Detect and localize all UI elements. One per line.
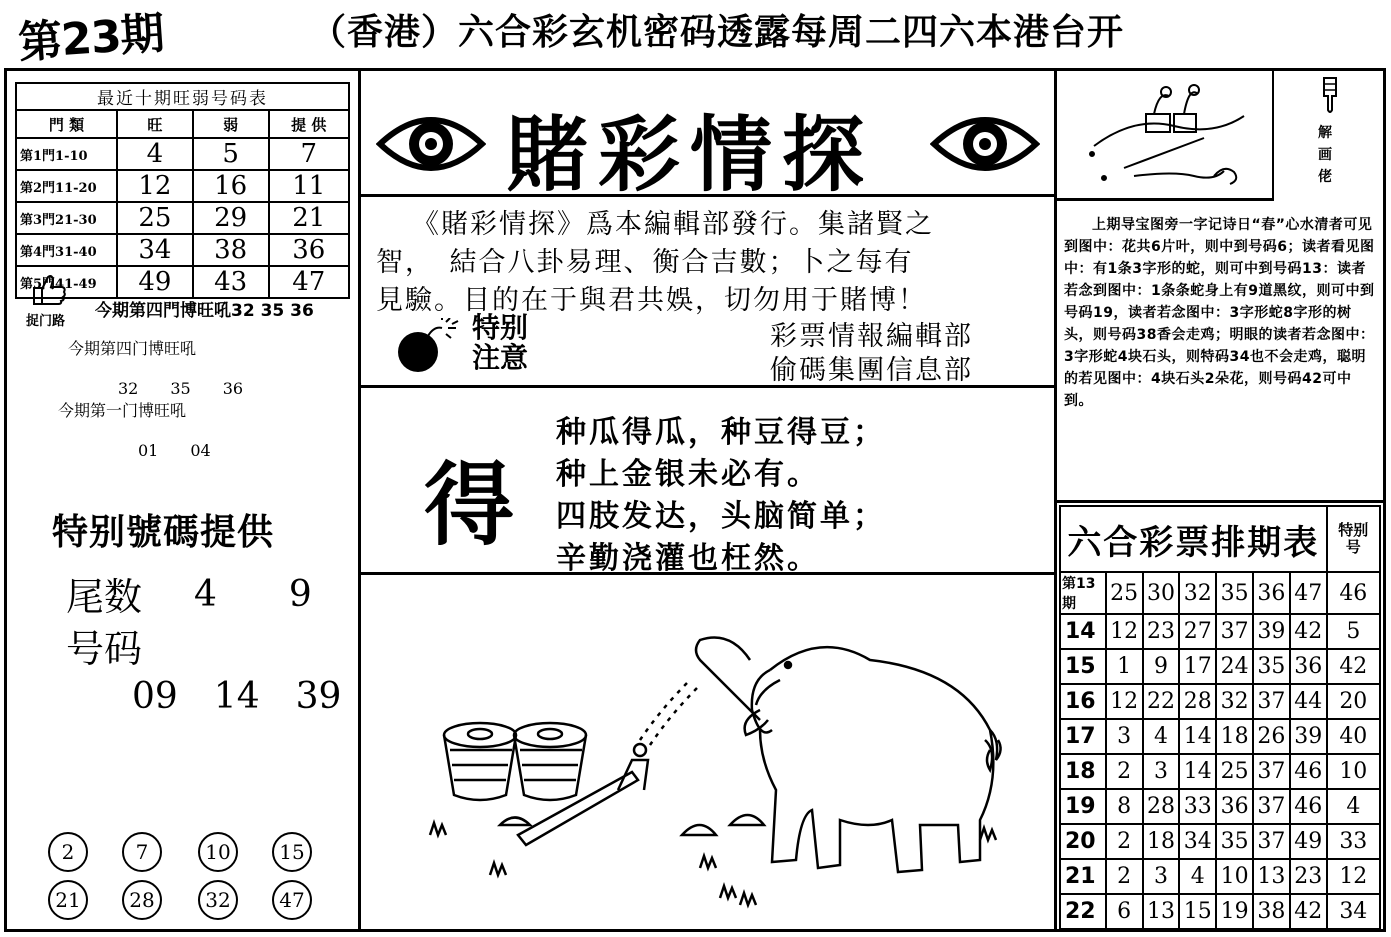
cell: 15 [1179,894,1216,929]
cell: 3 [1143,754,1180,789]
number-circle: 2 [48,832,88,872]
cell: 36 [1290,649,1327,684]
cell: 29 [193,202,269,234]
cell: 3 [1106,719,1143,754]
period: 第13期 [1060,572,1106,614]
cell: 18 [1216,719,1253,754]
table-row [1060,754,1380,789]
period: 21 [1060,859,1106,894]
cell: 42 [1290,614,1327,649]
table-row [1060,894,1380,929]
cell: 35 [1216,824,1253,859]
row-label: 第4門31-40 [16,234,117,266]
special-cell: 12 [1327,859,1380,894]
cell: 34 [117,234,193,266]
table-row [1060,789,1380,824]
cell: 8 [1106,789,1143,824]
cell: 7 [269,138,349,170]
row-label: 第3門21-30 [16,202,117,234]
number-circle: 15 [272,832,312,872]
tail-label: 尾数 [66,575,143,619]
big-character: 得 [424,452,514,558]
wangruo-table [15,82,350,299]
table-row [1060,684,1380,719]
cell: 4 [117,138,193,170]
cell: 14 [1179,719,1216,754]
cell: 37 [1253,789,1290,824]
divider-schedule [1056,500,1386,503]
cell: 49 [1290,824,1327,859]
tips-line-1: 今期第四門博旺吼32 35 36 [95,301,314,321]
number-circle: 47 [272,880,312,920]
special-cell: 40 [1327,719,1380,754]
period: 16 [1060,684,1106,719]
divider-picture [1056,198,1274,201]
cell: 5 [193,138,269,170]
cell: 46 [1290,789,1327,824]
cell: 37 [1253,684,1290,719]
schedule-title: 六合彩票排期表 [1060,506,1327,572]
cell: 23 [1143,614,1180,649]
thumbs-up-icon [28,272,68,308]
period: 14 [1060,614,1106,649]
cell: 34 [1179,824,1216,859]
tips-icon-label: 捉门路 [26,314,66,329]
special-cell: 10 [1327,754,1380,789]
number-label: 号码 [66,627,143,671]
special-cell: 42 [1327,649,1380,684]
cell: 16 [193,170,269,202]
cell: 22 [1143,684,1180,719]
row-label: 第2門11-20 [16,170,117,202]
divider-picture-side [1272,70,1274,200]
cell: 46 [1290,754,1327,789]
period: 20 [1060,824,1106,859]
cell: 25 [117,202,193,234]
cell: 39 [1253,614,1290,649]
riddle-explanation: 上期导宝图旁一字记诗日“春”心水清者可见到图中：花共6片叶，则中到号码6；读者看见图中：有1条3字形的蛇，则可中到号码13：读者若念到图中：1条条蛇身上有9道黑纹，则可中到号码19，读者若念图中：3字形蛇8字形的树头，则号码38香会走鸡；明眼的读者若念图中：3字形蛇4块石头，则特码34也不会走鸡，聪明的若见图中：4块石头2朵花，则号码42可中到。 [1064,217,1375,409]
cell: 3 [1143,859,1180,894]
dept-1: 彩票情報編輯部 [770,321,973,352]
number-circle: 10 [198,832,238,872]
cell: 37 [1253,754,1290,789]
cell: 28 [1143,789,1180,824]
cell: 35 [1253,649,1290,684]
cell: 17 [1179,649,1216,684]
cell: 10 [1216,859,1253,894]
col-header: 提 供 [269,110,349,138]
number-circle: 32 [198,880,238,920]
cell: 47 [269,266,349,298]
cell: 1 [1106,649,1143,684]
cell: 33 [1179,789,1216,824]
eye-right-icon [930,104,1040,184]
headline: （香港）六合彩玄机密码透露每周二四六本港台开 [310,12,1125,53]
cell: 25 [1216,754,1253,789]
cell: 43 [193,266,269,298]
cell: 2 [1106,754,1143,789]
divider-left [358,70,361,930]
cell: 4 [1179,859,1216,894]
riddle-picture [1074,76,1270,194]
cell: 49 [117,266,193,298]
poem-line-2: 种上金银未必有。 [556,457,820,492]
cell: 36 [1216,789,1253,824]
cell: 12 [117,170,193,202]
period: 17 [1060,719,1106,754]
cell: 28 [1179,684,1216,719]
intro-line-1: 《賭彩情探》爲本編輯部發行。集諸賢之 [412,209,934,240]
cell: 2 [1106,824,1143,859]
special-title: 特别號碼提供 [52,512,275,553]
intro-line-3: 見驗。目的在于與君共娛，切勿用于賭博！ [376,285,927,316]
masthead-title: 賭彩情探 [506,107,875,203]
cell: 6 [1106,894,1143,929]
period: 18 [1060,754,1106,789]
cell: 32 [1179,572,1216,614]
poem-line-3: 四肢发达，头脑简单； [556,499,886,534]
cell: 4 [1143,719,1180,754]
cell: 18 [1143,824,1180,859]
cell: 36 [1253,572,1290,614]
special-cell: 4 [1327,789,1380,824]
wangruo-title: 最近十期旺弱号码表 [16,83,349,110]
number-values: 09 14 39 [132,676,342,717]
tips-line-3: 今期第一门博旺吼 [58,401,187,420]
special-cell: 34 [1327,894,1380,929]
cell: 9 [1143,649,1180,684]
cell: 47 [1290,572,1327,614]
cell: 19 [1216,894,1253,929]
side-label: 解画佬 [1318,125,1332,185]
cell: 32 [1216,684,1253,719]
bomb-icon [394,318,462,374]
eye-left-icon [376,104,486,184]
table-row [16,138,349,170]
cell: 2 [1106,859,1143,894]
special-cell: 33 [1327,824,1380,859]
table-row [1060,719,1380,754]
table-row [16,234,349,266]
col-header: 旺 [117,110,193,138]
cell: 13 [1253,859,1290,894]
table-row [16,202,349,234]
cell: 26 [1253,719,1290,754]
special-cell: 46 [1327,572,1380,614]
cell: 21 [269,202,349,234]
cell: 36 [269,234,349,266]
tips-line-2: 今期第四门博旺吼 [68,339,197,358]
period: 15 [1060,649,1106,684]
schedule-table [1059,505,1381,930]
tips-line-2-numbers: 32 35 36 [118,379,244,398]
notice-label-2: 注意 [472,341,529,374]
table-row [1060,649,1380,684]
table-row [1060,572,1380,614]
number-circle: 28 [122,880,162,920]
cell: 12 [1106,684,1143,719]
cell: 37 [1253,824,1290,859]
period: 19 [1060,789,1106,824]
elephant-illustration [400,610,1040,920]
col-header: 弱 [193,110,269,138]
cell: 12 [1106,614,1143,649]
table-row [1060,859,1380,894]
period: 22 [1060,894,1106,929]
cell: 30 [1143,572,1180,614]
issue-number: 第23期 [16,7,166,69]
table-row [1060,614,1380,649]
cell: 37 [1216,614,1253,649]
cell: 39 [1290,719,1327,754]
cell: 23 [1290,859,1327,894]
dept-2: 偷碼集團信息部 [770,355,973,386]
col-header: 門 類 [16,110,117,138]
cell: 38 [1253,894,1290,929]
cell: 24 [1216,649,1253,684]
intro-line-2: 智， 結合八卦易理、衡合吉數；卜之每有 [376,247,914,278]
row-label: 第1門1-10 [16,138,117,170]
cell: 42 [1290,894,1327,929]
cell: 13 [1143,894,1180,929]
special-cell: 20 [1327,684,1380,719]
row-label: 第5門41-49 [16,266,117,298]
cell: 44 [1290,684,1327,719]
notice-label-1: 特别 [472,311,529,344]
table-row [16,170,349,202]
number-circle: 7 [122,832,162,872]
tips-line-3-numbers: 01 04 [138,441,211,460]
cell: 35 [1216,572,1253,614]
schedule-special-header: 特别号 [1327,506,1380,572]
cell: 38 [193,234,269,266]
special-cell: 5 [1327,614,1380,649]
table-row [1060,824,1380,859]
cell: 27 [1179,614,1216,649]
poem-line-4: 辛勤浇灌也枉然。 [556,541,820,576]
cell: 25 [1106,572,1143,614]
number-circle: 21 [48,880,88,920]
pointing-hand-icon [1316,76,1342,116]
tail-values: 4 9 [194,574,312,615]
cell: 14 [1179,754,1216,789]
cell: 11 [269,170,349,202]
poem-line-1: 种瓜得瓜，种豆得豆； [556,415,886,450]
